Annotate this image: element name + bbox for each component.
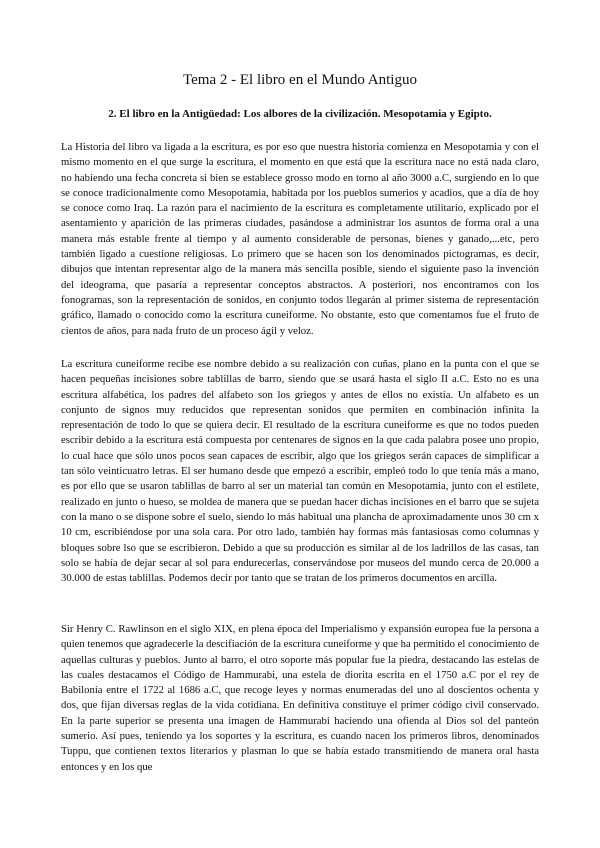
paragraph: La escritura cuneiforme recibe ese nombre debido a su realización con cuñas, plano en la punta con el que se hacen pequeñas incisiones sobre tablillas de barro, siendo que se usará hasta el siglo II a.C. Esto no es una escritura alfabética, los padres del alfabeto son los griegos y antes de ellos no existía. Un alfabeto es un conjunto de signos muy reducidos que representan sonidos que permiten en combinación infinita la representación de todo lo que se quiera decir. El resultado de la escritura cuneiforme es que no todos pueden escribir debido a la escritura está compuesta por centenares de signos en la que cada palabra posee uno propio, lo cual hace que sólo unos pocos sean capaces de escribir, algo que los griegos serán capaces de simplificar a tan sólo veinticuatro letras. El ser humano desde que empezó a escribir, empleó todo lo que tenía más a mano, es por ello que se usaron tablillas de barro al ser un material tan común en Mesopotamia, junto con el estilete, realizado en junto o hueso, se moldea de manera que se puedan hacer dichas incisiones en el barro que se sujeta con la mano o se dispone sobre el suelo, siendo lo más habitual una plancha de aproximadamente unos 30 cm x 10 cm, escribiéndose por una sola cara. Por otro lado, también hay formas más fantasiosas como columnas y bloques sobre lso que se escribieron. Debido a que su producción es similar al de los ladrillos de las casas, tan solo se había de dejar secar al sol para endurecerlas, conservándose por museos del mundo cerca de 20.000 a 30.000 de estas tablillas. Podemos decir por tanto que se tratan de los primeros documentos en arcilla. [61, 358, 539, 585]
paragraph: Sir Henry C. Rawlinson en el siglo XIX, en plena época del Imperialismo y expansión europea fue la persona a quien tenemos que agradecerle la descifiación de la escritura cuneiforme y que ha permitido el conocimiento de aquellas culturas y pueblos. Junto al barro, el otro soporte más popular fue la piedra, destacando las estelas de las cuales destacamos el Código de Hammurabi, una estela de diorita escrita en el 1750 a.C por el rey de Babilonia entre el 1722 al 1686 a.C, que recoge leyes y normas enumeradas del uno al doscientos ochenta y dos, que fijan diversas reglas de la vida cotidiana. En definitiva constituye el primer código civil conservado. En la parte superior se presenta una imagen de Hammurabi haciendo una ofienda al Dios sol del panteón sumerio. Así pues, teniendo ya los soportes y la escritura, es cuando nacen los primeros libros, denominados Tuppu, que contienen textos literarios y plasman lo que se había estado transmitiendo de manera oral hasta entonces y en los que [61, 623, 539, 773]
section-heading: 2. El libro en la Antigüedad: Los albores de la civilización. Mesopotamia y Egipto. [108, 108, 492, 120]
paragraph: La Historia del libro va ligada a la escritura, es por eso que nuestra historia comienza en Mesopotamia y con el mismo momento en el que surge la escritura, el momento en que está que la escritura nace no está nada claro, no habiendo una fecha concreta si bien se establece grosso modo en torno al año 3000 a.C, surgiendo en lo que se conoce tradicionalmente como Mesopotamia, habitada por los pueblos sumerios y acadios, que a día de hoy se conoce como Iraq. La razón para el nacimiento de la escritura es completamente utilitario, explicado por el asentamiento y aparición de las primeras ciudades, pasándose a administrar los asuntos de forma oral a una manera más estable frente al tiempo y al aumento considerable de personas, bienes y ganado,...etc, pero también ligado a cuestione religiosas. Lo primero que se hacen son los denominados pictogramas, es decir, dibujos que intentan representar algo de la manera más sencilla posible, siendo el siguiente paso la invención del ideograma, que pasaría a representar conceptos abstractos. A posteriori, nos encontramos con los fonogramas, son la representación de sonidos, en conjunto todos llegarán al primer sistema de representación gráfico, llamado o conocido como la escritura cuneiforme. No obstante, esto que comentamos fue el fruto de cientos de años, para nada fruto de un proceso ágil y veloz. [61, 141, 539, 337]
document-title: Tema 2 - El libro en el Mundo Antiguo [183, 72, 417, 88]
document-page [61, 0, 539, 848]
